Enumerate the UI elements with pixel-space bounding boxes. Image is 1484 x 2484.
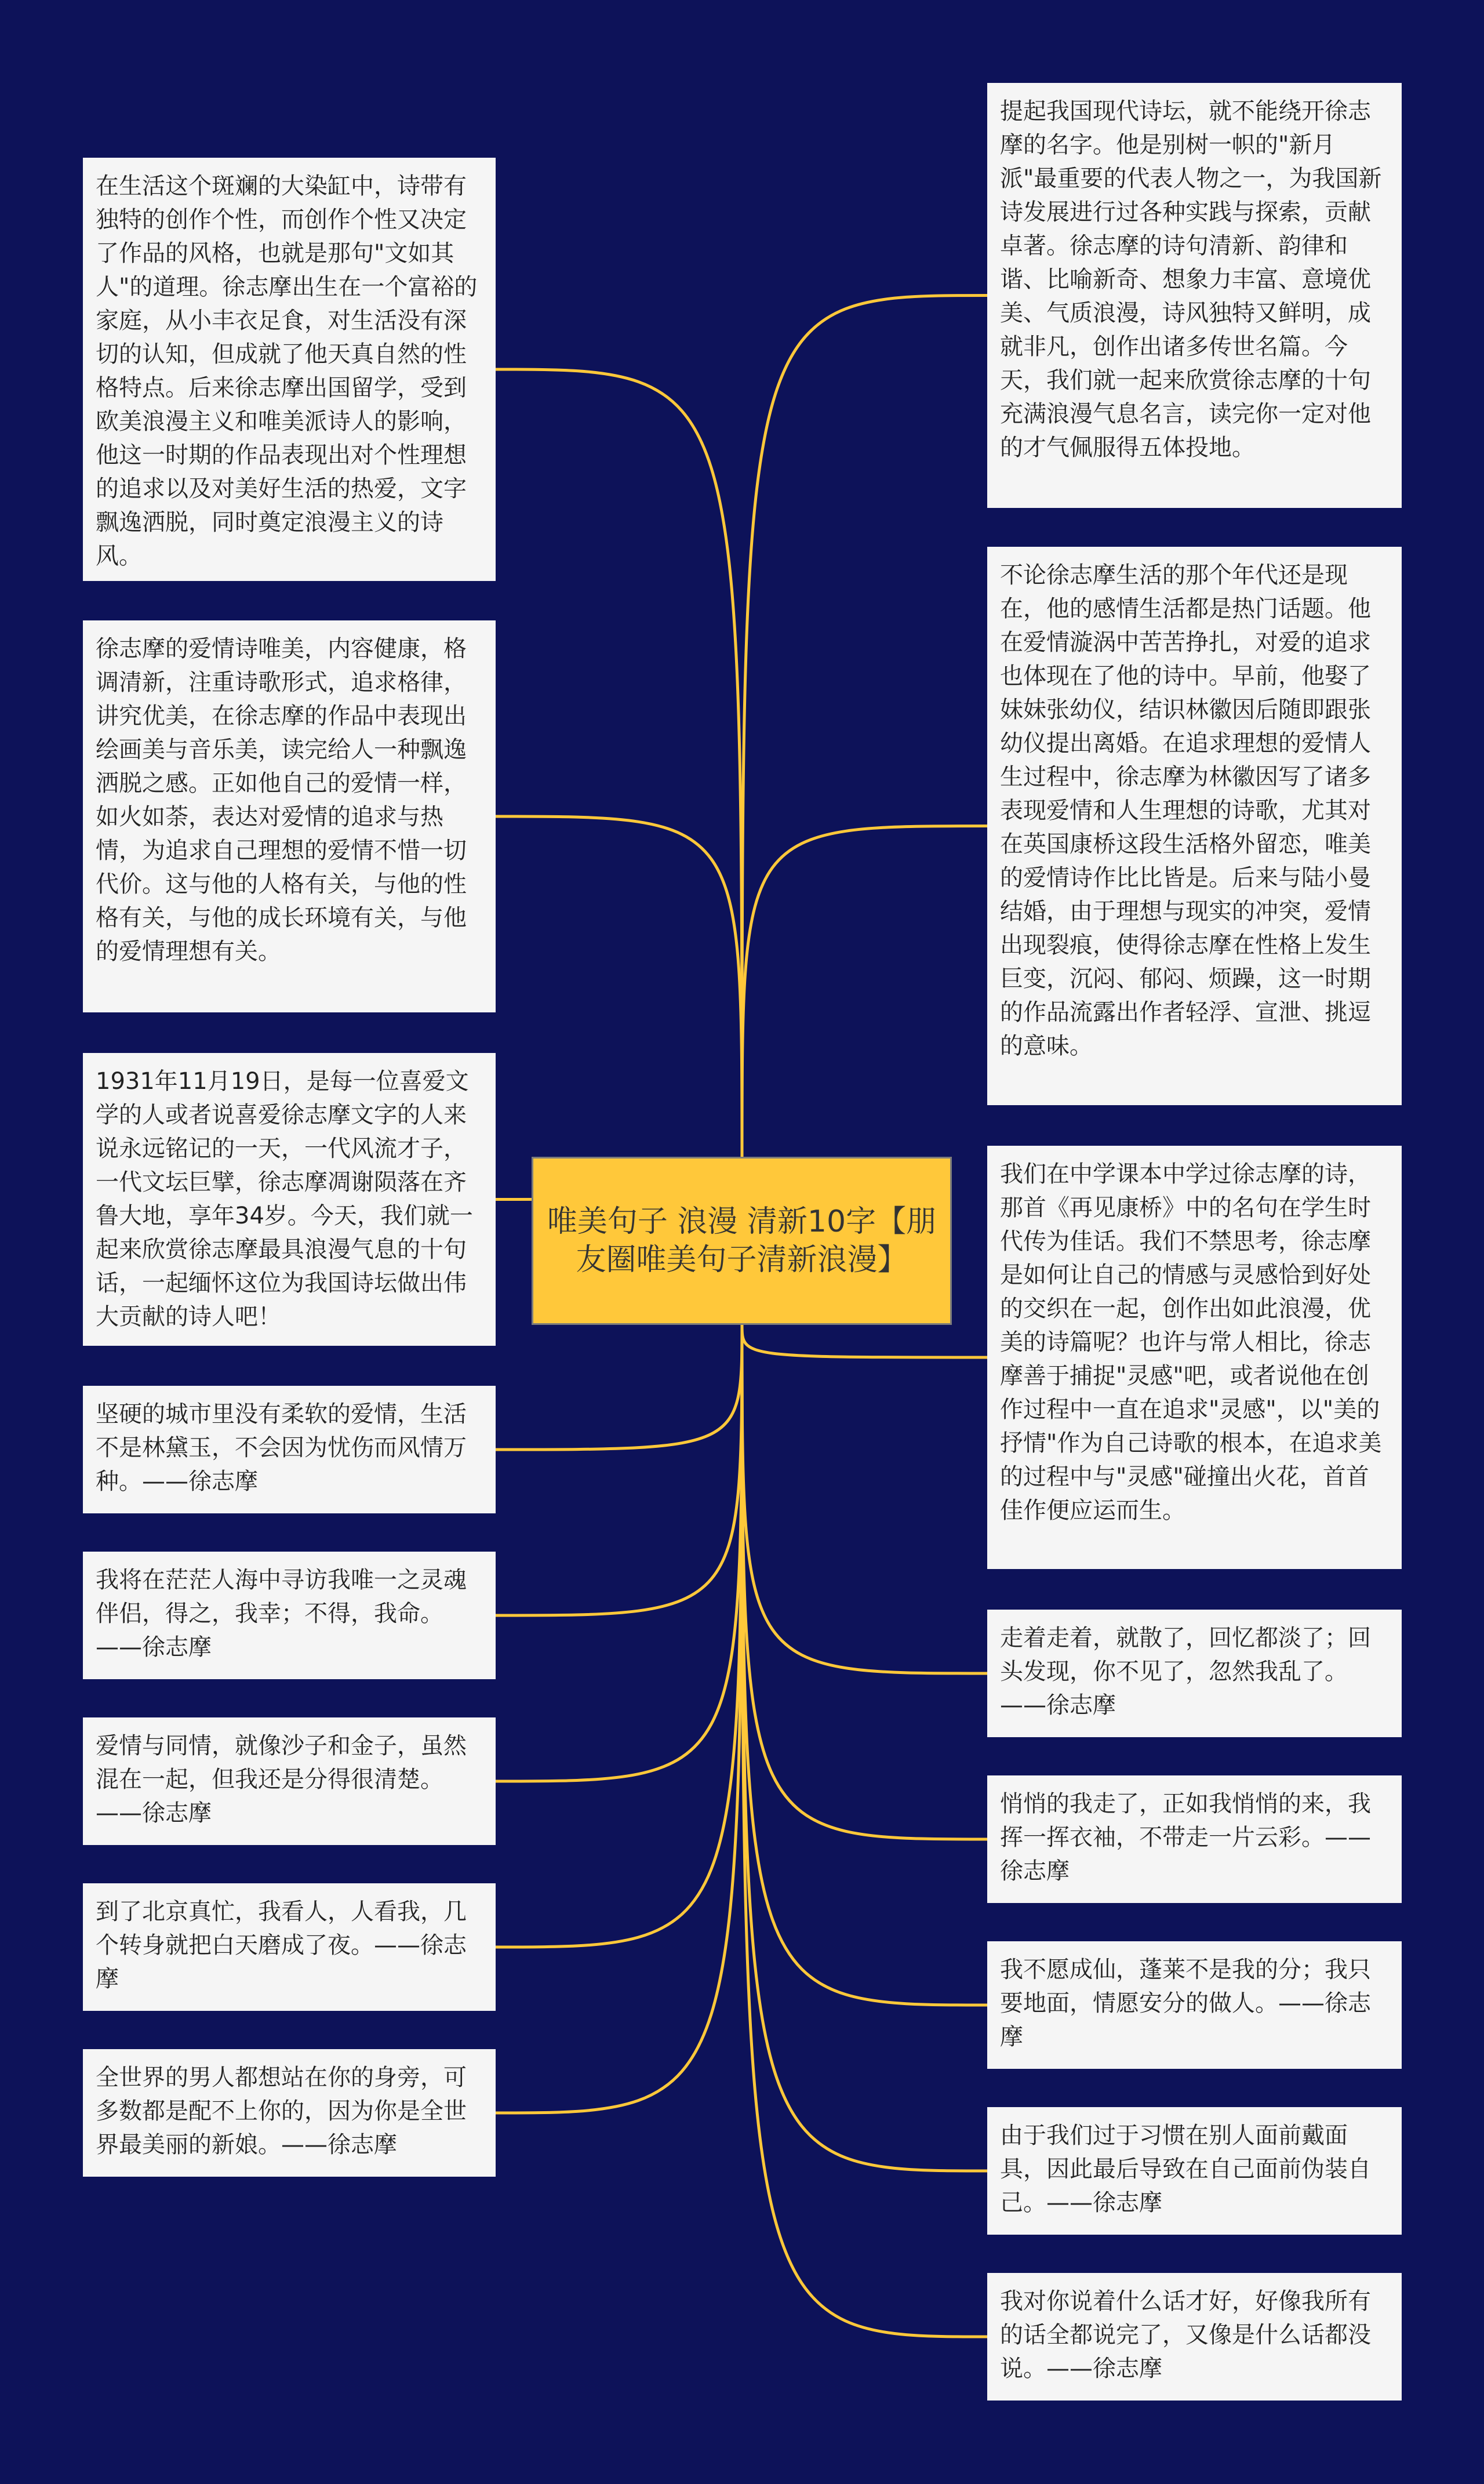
right-node-3[interactable] [987,1146,1402,1569]
left-node-1[interactable] [83,158,496,581]
left-node-5[interactable] [83,1552,496,1679]
node-text: 到了北京真忙，我看人，人看我，几个转身就把白天磨成了夜。——徐志摩 [96,1898,467,1992]
left-node-8[interactable] [83,2049,496,2177]
node-text: 徐志摩的爱情诗唯美，内容健康，格调清新，注重诗歌形式，追求格律，讲究优美，在徐志摩的作品中表现出绘画美与音乐美，读完给人一种飘逸洒脱之感。正如他自己的爱情一样，如火如荼，表达对爱情的追求与热情，为追求自己理想的爱情不惜一切代价。这与他的人格有关，与他的性格有关，与他的成长环境有关，与他的爱情理想有关。 [96,635,467,965]
connector-line [742,1325,987,1673]
right-node-1[interactable] [987,83,1402,508]
right-node-5[interactable] [987,1775,1402,1903]
node-text: 不论徐志摩生活的那个年代还是现在，他的感情生活都是热门话题。他在爱情漩涡中苦苦挣扎，对爱的追求也体现在了他的诗中。早前，他娶了妹妹张幼仪，结识林徽因后随即跟张幼仪提出离婚。在追求理想的爱情人生过程中，徐志摩为林徽因写了诸多表现爱情和人生理想的诗歌，尤其对在英国康桥这段生活格外留恋，唯美的爱情诗作比比皆是。后来与陆小曼结婚，由于理想与现实的冲突，爱情出现裂痕，使得徐志摩在性格上发生巨变，沉闷、郁闷、烦躁，这一时期的作品流露出作者轻浮、宣泄、挑逗的意味。 [1000,562,1371,1059]
root-node[interactable] [532,1157,952,1325]
connector-line [496,1325,742,2113]
connector-line [742,296,987,1157]
connector-line [496,1325,742,1450]
left-node-4[interactable] [83,1386,496,1513]
node-text: 我对你说着什么话才好，好像我所有的话全都说完了，又像是什么话都没说。——徐志摩 [1000,2288,1371,2382]
connector-line [742,1325,987,1839]
left-node-2[interactable] [83,620,496,1012]
node-text: 我不愿成仙，蓬莱不是我的分；我只要地面，情愿安分的做人。——徐志摩 [1000,1956,1371,2050]
connector-line [496,1325,742,1781]
node-text: 我们在中学课本中学过徐志摩的诗，那首《再见康桥》中的名句在学生时代传为佳话。我们不禁思考，徐志摩是如何让自己的情感与灵感恰到好处的交织在一起，创作出如此浪漫，优美的诗篇呢？也许与常人相比，徐志摩善于捕捉"灵感"吧，或者说他在创作过程中一直在追求"灵感"，以"美的抒情"作为自己诗歌的根本，在追求美的过程中与"灵感"碰撞出火花，首首佳作便应运而生。 [1000,1161,1382,1524]
right-node-7[interactable] [987,2107,1402,2235]
left-node-7[interactable] [83,1883,496,2011]
node-text: 悄悄的我走了，正如我悄悄的来，我挥一挥衣袖，不带走一片云彩。——徐志摩 [1000,1791,1371,1884]
connector-line [742,826,987,1157]
node-text: 走着走着，就散了，回忆都淡了；回头发现，你不见了，忽然我乱了。——徐志摩 [1000,1625,1371,1719]
node-text: 全世界的男人都想站在你的身旁，可多数都是配不上你的，因为你是全世界最美丽的新娘。——徐志摩 [96,2064,467,2158]
connector-line [742,1325,987,2005]
right-node-4[interactable] [987,1610,1402,1737]
root-title: 唯美句子 浪漫 清新10字【朋友圈唯美句子清新浪漫】 [547,1204,937,1277]
node-text: 爱情与同情，就像沙子和金子，虽然混在一起，但我还是分得很清楚。——徐志摩 [96,1733,467,1826]
right-node-6[interactable] [987,1941,1402,2069]
node-text: 由于我们过于习惯在别人面前戴面具，因此最后导致在自己面前伪装自己。——徐志摩 [1000,2122,1371,2216]
connector-line [742,1325,987,2337]
node-text: 提起我国现代诗坛，就不能绕开徐志摩的名字。他是别树一帜的"新月派"最重要的代表人物之一，为我国新诗发展进行过各种实践与探索，贡献卓著。徐志摩的诗句清新、韵律和谐、比喻新奇、想象力丰富、意境优美、气质浪漫，诗风独特又鲜明，成就非凡，创作出诸多传世名篇。今天，我们就一起来欣赏徐志摩的十句充满浪漫气息名言，读完你一定对他的才气佩服得五体投地。 [1000,98,1382,461]
connector-line [742,1325,987,2171]
connector-line [496,1325,742,1947]
connector-line [496,1325,742,1615]
connector-line [742,1325,987,1357]
left-node-3[interactable] [83,1053,496,1346]
right-node-2[interactable] [987,547,1402,1105]
right-node-8[interactable] [987,2273,1402,2401]
connector-line [496,369,742,1157]
node-text: 1931年11月19日，是每一位喜爱文学的人或者说喜爱徐志摩文字的人来说永远铭记的一天，一代风流才子，一代文坛巨擘，徐志摩凋谢陨落在齐鲁大地，享年34岁。今天，我们就一起来欣赏徐志摩最具浪漫气息的十句话，一起缅怀这位为我国诗坛做出伟大贡献的诗人吧！ [96,1068,473,1330]
node-text: 我将在茫茫人海中寻访我唯一之灵魂伴侣，得之，我幸；不得，我命。——徐志摩 [96,1567,467,1661]
left-node-6[interactable] [83,1717,496,1845]
node-text: 在生活这个斑斓的大染缸中，诗带有独特的创作个性，而创作个性又决定了作品的风格，也就是那句"文如其人"的道理。徐志摩出生在一个富裕的家庭，从小丰衣足食，对生活没有深切的认知，但成就了他天真自然的性格特点。后来徐志摩出国留学，受到欧美浪漫主义和唯美派诗人的影响，他这一时期的作品表现出对个性理想的追求以及对美好生活的热爱，文字飘逸洒脱，同时奠定浪漫主义的诗风。 [96,173,478,569]
connector-line [496,816,742,1157]
node-text: 坚硬的城市里没有柔软的爱情，生活不是林黛玉，不会因为忧伤而风情万种。——徐志摩 [96,1401,467,1495]
